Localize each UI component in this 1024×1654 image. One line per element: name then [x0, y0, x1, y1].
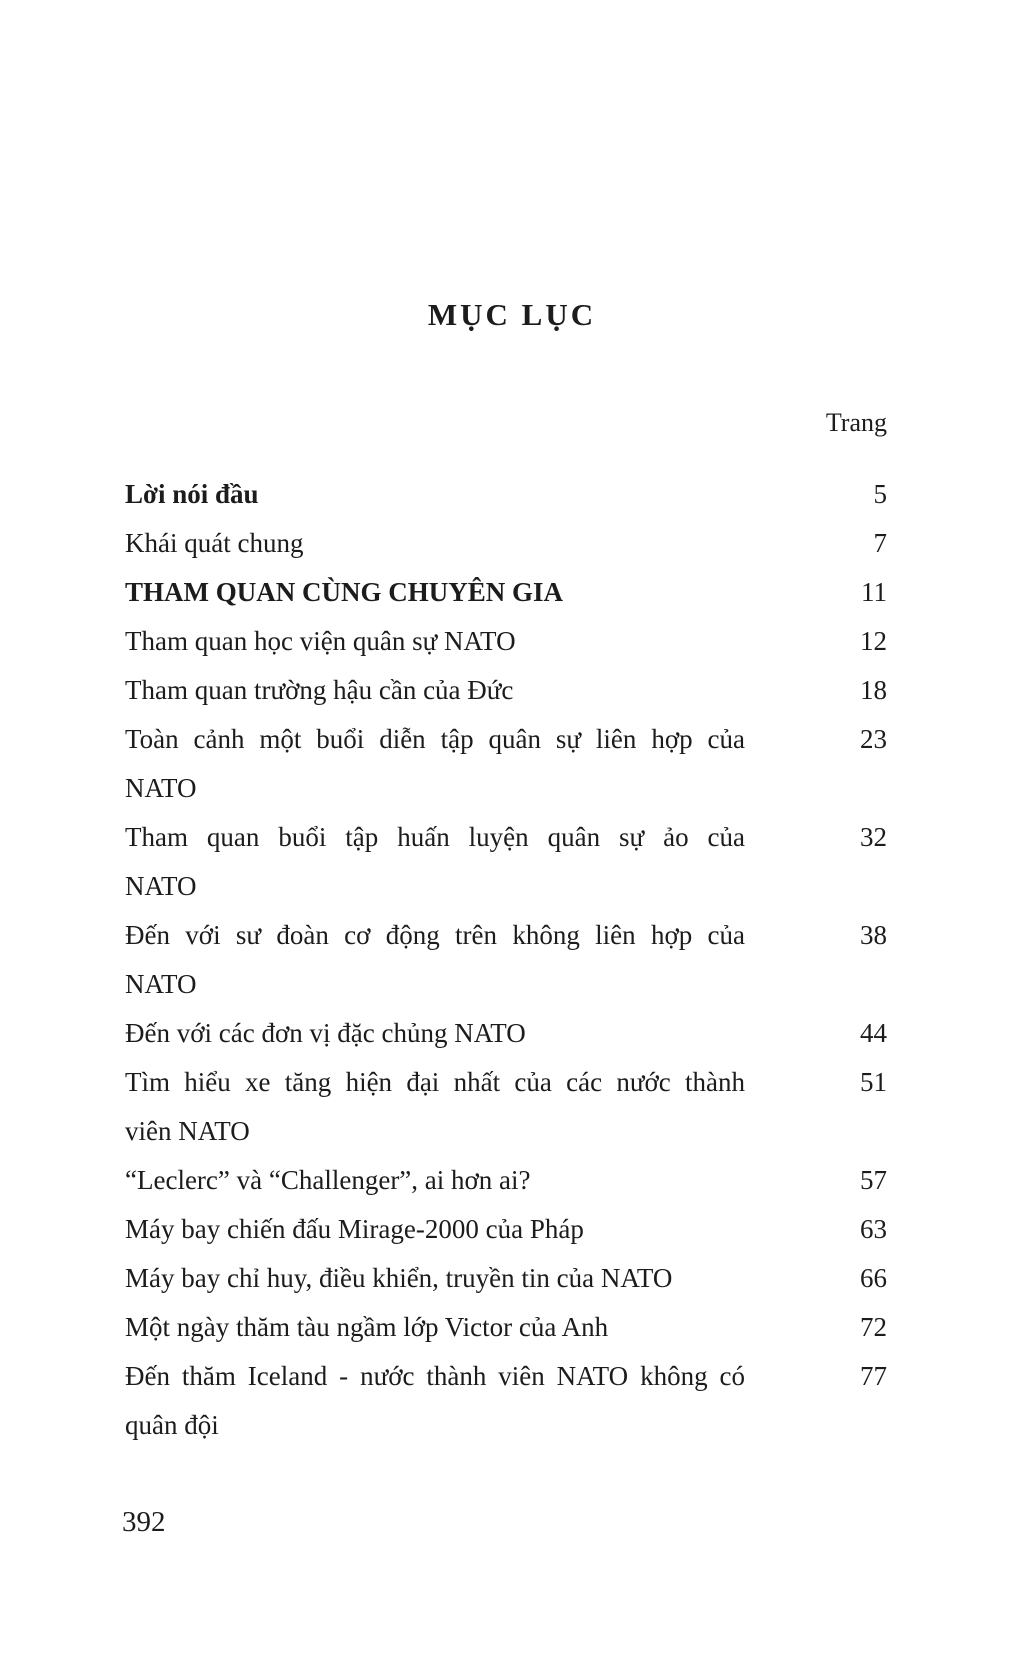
toc-entry-title	[125, 1009, 745, 1058]
toc-entry-line: Lời nói đầu	[125, 479, 259, 509]
toc-table	[125, 408, 887, 1450]
toc-entry-line: Tìm hiểu xe tăng hiện đại nhất của các nước thành	[125, 1067, 745, 1097]
toc-entry-line: quân đội	[125, 1410, 219, 1440]
toc-entry	[125, 568, 887, 617]
toc-entry-line: NATO	[125, 871, 197, 901]
toc-entry-title	[125, 617, 745, 666]
toc-entry-page: 12	[860, 626, 887, 656]
toc-entry-line: Tham quan trường hậu cần của Đức	[125, 675, 514, 705]
toc-entry-line: Toàn cảnh một buổi diễn tập quân sự liên hợp của	[125, 724, 745, 754]
toc-entry-page: 63	[860, 1214, 887, 1244]
toc-entry-title	[125, 1205, 745, 1254]
toc-entry	[125, 911, 887, 1009]
toc-entry-page: 57	[860, 1165, 887, 1195]
toc-entry-title	[125, 666, 745, 715]
toc-entry	[125, 715, 887, 813]
toc-entry-title	[125, 1156, 745, 1205]
toc-entry-page: 66	[860, 1263, 887, 1293]
toc-entry-page: 32	[860, 822, 887, 852]
toc-entry-line: Máy bay chỉ huy, điều khiển, truyền tin của NATO	[125, 1263, 673, 1293]
toc-entry-title	[125, 568, 745, 617]
toc-entry	[125, 1254, 887, 1303]
toc-entry	[125, 666, 887, 715]
toc-entry-title	[125, 1303, 745, 1352]
toc-entry-line: Đến thăm Iceland - nước thành viên NATO không có	[125, 1361, 745, 1391]
toc-entry-title	[125, 813, 745, 911]
toc-entry	[125, 470, 887, 519]
toc-entry-page: 5	[873, 479, 887, 509]
toc-entry	[125, 1009, 887, 1058]
toc-entries	[125, 470, 887, 1450]
column-header-trang: Trang	[825, 408, 887, 437]
toc-entry	[125, 1058, 887, 1156]
toc-entry	[125, 1156, 887, 1205]
toc-entry-line: Khái quát chung	[125, 528, 304, 558]
toc-entry	[125, 519, 887, 568]
toc-entry-line: Đến với các đơn vị đặc chủng NATO	[125, 1018, 526, 1048]
footer-page-number: 392	[122, 1506, 166, 1538]
toc-entry-page: 72	[860, 1312, 887, 1342]
toc-entry-page: 23	[860, 724, 887, 754]
toc-entry-title	[125, 1254, 745, 1303]
toc-entry	[125, 1303, 887, 1352]
toc-entry-page: 77	[860, 1361, 887, 1391]
toc-entry-page: 7	[873, 528, 887, 558]
toc-entry-line: Đến với sư đoàn cơ động trên không liên hợp của	[125, 920, 745, 950]
toc-entry	[125, 617, 887, 666]
toc-entry	[125, 1205, 887, 1254]
toc-entry-page: 18	[860, 675, 887, 705]
toc-entry-title	[125, 519, 745, 568]
toc-entry-title	[125, 1058, 745, 1156]
toc-entry-line: Máy bay chiến đấu Mirage-2000 của Pháp	[125, 1214, 584, 1244]
toc-entry-page: 38	[860, 920, 887, 950]
toc-entry-page: 11	[861, 577, 887, 607]
toc-entry-title	[125, 470, 745, 519]
toc-entry-line: NATO	[125, 773, 197, 803]
toc-entry-line: viên NATO	[125, 1116, 250, 1146]
toc-entry-title	[125, 911, 745, 1009]
toc-entry	[125, 813, 887, 911]
toc-entry-title	[125, 715, 745, 813]
toc-entry-line: “Leclerc” và “Challenger”, ai hơn ai?	[125, 1165, 531, 1195]
toc-entry	[125, 1352, 887, 1450]
toc-entry-line: Tham quan học viện quân sự NATO	[125, 626, 516, 656]
toc-entry-page: 44	[860, 1018, 887, 1048]
toc-entry-page: 51	[860, 1067, 887, 1097]
toc-entry-line: NATO	[125, 969, 197, 999]
toc-entry-title	[125, 1352, 745, 1450]
toc-entry-line: THAM QUAN CÙNG CHUYÊN GIA	[125, 577, 563, 607]
toc-entry-line: Một ngày thăm tàu ngầm lớp Victor của Anh	[125, 1312, 609, 1342]
toc-entry-line: Tham quan buổi tập huấn luyện quân sự ảo của	[125, 822, 745, 852]
page-title: MỤC LỤC	[427, 297, 597, 332]
